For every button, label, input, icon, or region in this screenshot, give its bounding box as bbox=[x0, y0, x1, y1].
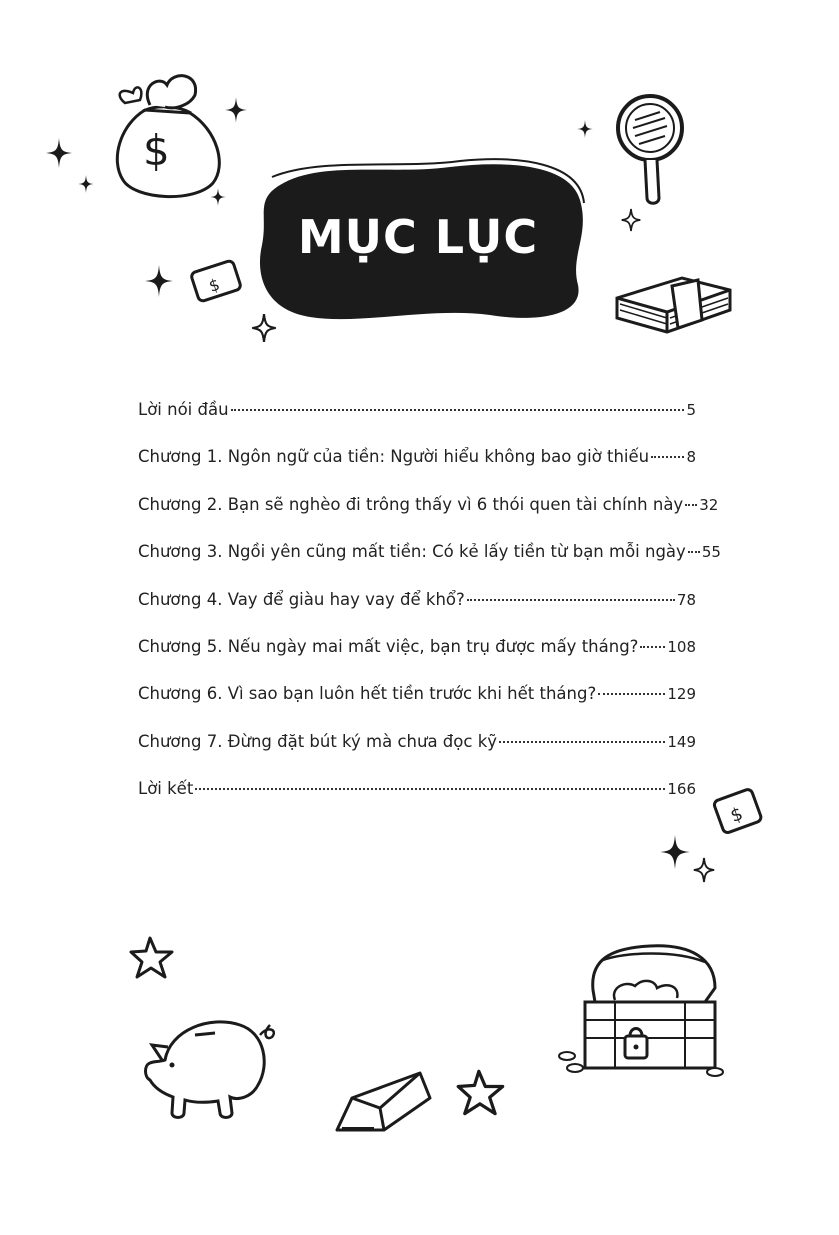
table-of-contents bbox=[138, 400, 721, 827]
banknote-icon bbox=[708, 782, 768, 842]
toc-entry[interactable] bbox=[138, 590, 696, 637]
toc-entry[interactable] bbox=[138, 732, 696, 779]
toc-entry[interactable] bbox=[138, 494, 719, 542]
toc-entry-title: Chương 7. Đừng đặt bút ký mà chưa đọc kỹ bbox=[138, 731, 498, 751]
sparkle-icon bbox=[620, 207, 642, 233]
toc-leader-dots bbox=[598, 693, 665, 695]
cash-stack-icon bbox=[612, 268, 734, 340]
toc-entry-page: 55 bbox=[701, 543, 721, 562]
toc-entry-page: 8 bbox=[686, 448, 696, 467]
sparkle-icon bbox=[46, 138, 72, 168]
sparkle-icon bbox=[692, 856, 716, 884]
svg-text:$: $ bbox=[206, 274, 223, 296]
toc-entry-page: 129 bbox=[667, 685, 696, 704]
toc-entry[interactable] bbox=[138, 637, 696, 684]
toc-leader-dots bbox=[499, 741, 665, 743]
toc-entry[interactable] bbox=[138, 684, 696, 731]
magnifying-glass-icon bbox=[605, 90, 695, 210]
toc-entry-page: 108 bbox=[667, 637, 696, 656]
toc-entry-title: Chương 1. Ngôn ngữ của tiền: Người hiểu không bao giờ thiếu bbox=[138, 447, 650, 467]
star-icon bbox=[128, 935, 176, 981]
toc-entry[interactable] bbox=[138, 447, 696, 494]
toc-leader-dots bbox=[651, 456, 684, 458]
toc-entry-page: 149 bbox=[667, 732, 696, 751]
toc-entry-title: Lời kết bbox=[138, 779, 194, 799]
toc-entry-page: 32 bbox=[699, 495, 719, 514]
toc-entry-title: Chương 3. Ngồi yên cũng mất tiền: Có kẻ lấy tiền từ bạn mỗi ngày bbox=[138, 542, 686, 562]
toc-leader-dots bbox=[640, 646, 665, 648]
toc-leader-dots bbox=[231, 409, 685, 411]
sparkle-icon bbox=[660, 835, 690, 869]
toc-leader-dots bbox=[467, 599, 675, 601]
toc-entry-title: Chương 2. Bạn sẽ nghèo đi trông thấy vì 6 thói quen tài chính này bbox=[138, 494, 684, 514]
toc-entry-page: 166 bbox=[667, 780, 696, 799]
gold-bar-icon bbox=[332, 1068, 434, 1138]
toc-entry-title: Chương 5. Nếu ngày mai mất việc, bạn trụ được mấy tháng? bbox=[138, 636, 639, 656]
treasure-chest-icon bbox=[555, 940, 725, 1080]
toc-entry-title: Chương 4. Vay để giàu hay vay để khổ? bbox=[138, 589, 465, 609]
banknote-icon bbox=[188, 258, 248, 306]
toc-entry[interactable] bbox=[138, 400, 696, 447]
toc-entry[interactable] bbox=[138, 779, 696, 826]
toc-leader-dots bbox=[688, 551, 700, 553]
toc-leader-dots bbox=[195, 788, 665, 790]
money-bag-icon bbox=[105, 65, 230, 205]
toc-leader-dots bbox=[685, 504, 697, 506]
toc-entry-title: Lời nói đầu bbox=[138, 400, 229, 419]
sparkle-icon bbox=[225, 97, 247, 123]
sparkle-icon bbox=[210, 188, 226, 206]
sparkle-icon bbox=[250, 312, 278, 344]
toc-entry-page: 5 bbox=[686, 401, 696, 419]
piggy-bank-icon bbox=[140, 1005, 280, 1125]
toc-entry-page: 78 bbox=[676, 590, 696, 609]
sparkle-icon bbox=[577, 120, 593, 138]
page-title: MỤC LỤC bbox=[297, 210, 539, 264]
star-icon bbox=[455, 1068, 507, 1118]
sparkle-icon bbox=[78, 175, 94, 193]
svg-text:$: $ bbox=[143, 126, 170, 175]
toc-entry-title: Chương 6. Vì sao bạn luôn hết tiền trước khi hết tháng? bbox=[138, 684, 597, 704]
toc-entry[interactable] bbox=[138, 542, 721, 589]
svg-text:$: $ bbox=[727, 803, 746, 827]
sparkle-icon bbox=[145, 265, 173, 297]
